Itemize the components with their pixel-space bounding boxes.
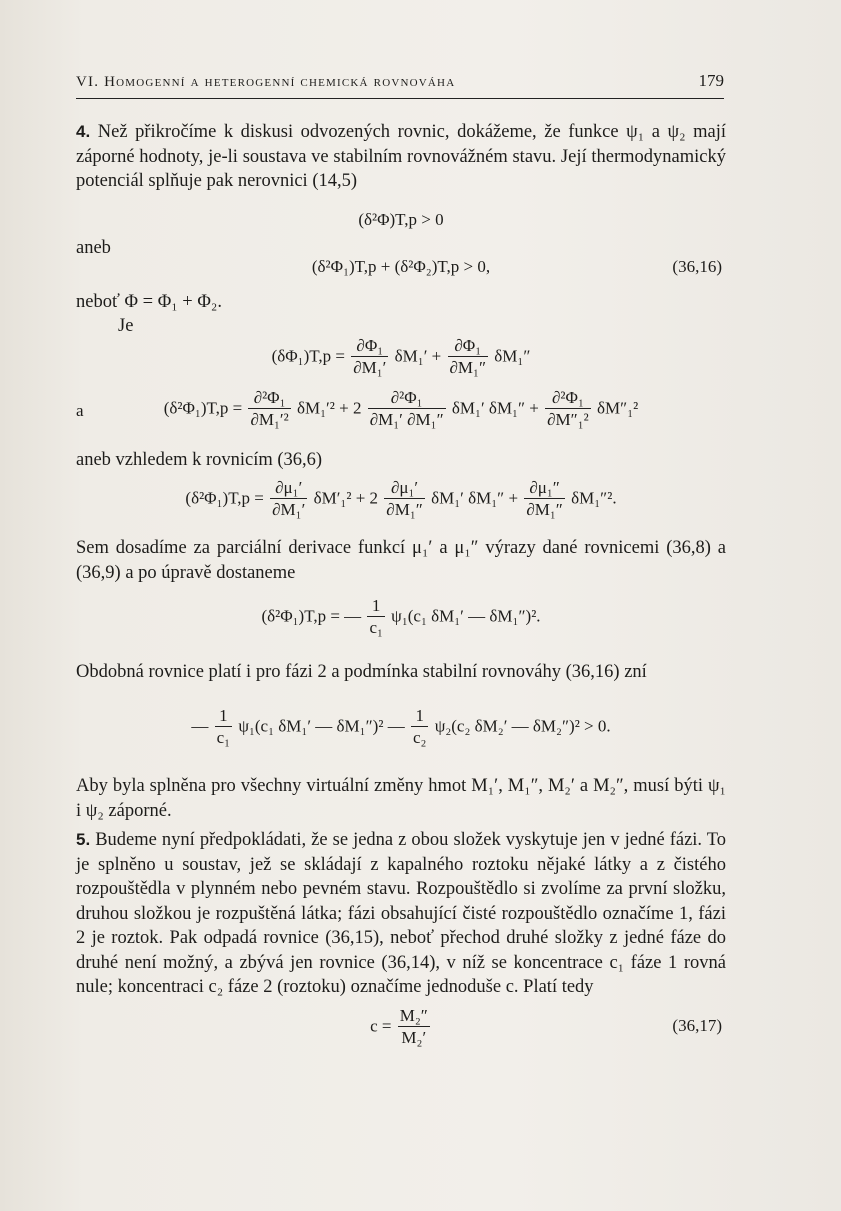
denominator: ∂M₁′ ∂M₁″ xyxy=(369,410,444,429)
equation-body: (δ²Φ₁)T,p + (δ²Φ₂)T,p > 0, xyxy=(311,257,491,276)
fraction xyxy=(448,336,489,379)
equation-stability-condition xyxy=(76,706,726,749)
eq-term: δM₁′ δM₁″ + xyxy=(431,488,519,508)
eq-term: ψ₂(c₂ δM₂′ — δM₂″)² > 0. xyxy=(434,716,611,736)
eq-term: δM₁′ + xyxy=(394,346,442,366)
nebot-line: neboť Φ = Φ₁ + Φ₂. xyxy=(76,292,222,312)
paragraph-text: Budeme nyní předpokládati, že se jedna z obou složek vyskytuje jen v jedné fázi. To je splněno u soustav, jež se skládají z kapalného roztoku nějaké látky a z čistého rozpouštědla v plynném nebo pevném stavu. Rozpouštědlo si zvolíme za první složku, druhou složkou je rozpuštěná látka; fázi obsahující čisté rozpouštědlo označíme 1, fázi 2 je roztok. Pak odpadá rovnice (36,15), neboť přechod druhé složky z jedné fáze do druhé není možný, a zbývá jen rovnice (36,14), v níž se koncentrace c₁ fáze 1 rovná nule; koncentraci c₂ fáze 2 (roztoku) označíme jednoduše c. Platí tedy xyxy=(76,830,727,997)
fraction xyxy=(411,706,428,749)
fraction xyxy=(545,388,591,431)
paragraph-negative: Aby byla splněna pro všechny virtuální změny hmot M₁′, M₁″, M₂′ a M₂″, musí býti ψ₁ i ψ₂ záporné. xyxy=(76,776,726,821)
numerator: 1 xyxy=(371,596,381,615)
equation-number: (36,17) xyxy=(672,1016,722,1035)
numerator: M₂″ xyxy=(399,1006,428,1025)
paragraph-text: Než přikročíme k diskusi odvozených rovnic, dokážeme, že funkce ψ₁ a ψ₂ mají záporné hodnoty, je-li soustava ve stabilním rovnovážném stavu. Její thermodynamický potenciál splňuje pak nerovnici (14,5) xyxy=(76,122,727,191)
denominator: ∂M₁″ xyxy=(449,358,487,377)
equation-36-16 xyxy=(76,257,726,277)
numerator: ∂Φ₁ xyxy=(454,336,482,355)
eq-lhs: (δΦ₁)T,p = xyxy=(271,346,345,366)
paragraph-phase2: Obdobná rovnice platí i pro fázi 2 a podmínka stabilní rovnováhy (36,16) zní xyxy=(76,662,647,682)
fraction xyxy=(368,388,446,431)
equation-psi1 xyxy=(76,596,726,639)
eq-term: δM₁″ xyxy=(494,346,531,366)
eq-term: δM″₁² xyxy=(597,398,639,418)
eq-term: δM₁′ δM₁″ + xyxy=(451,398,539,418)
fraction xyxy=(215,706,232,749)
numerator: ∂²Φ₁ xyxy=(253,388,286,407)
je-label: Je xyxy=(118,316,134,336)
numerator: ∂μ₁″ xyxy=(529,478,560,497)
aneb-label: aneb xyxy=(76,238,111,258)
chapter-title: VI. Homogenní a heterogenní chemická rovnováha xyxy=(76,74,456,90)
numerator: ∂μ₁′ xyxy=(390,478,419,497)
fraction xyxy=(351,336,388,379)
eq-lhs: (δ²Φ₁)T,p = xyxy=(185,488,264,508)
equation-36-17 xyxy=(76,1006,726,1049)
eq-term: δM₁′² + 2 xyxy=(297,398,362,418)
denominator: c₁ xyxy=(369,618,383,637)
paragraph-5 xyxy=(76,828,726,1000)
eq-term: δM₁″². xyxy=(571,488,617,508)
denominator: ∂M₁′² xyxy=(250,410,289,429)
eq-term: δM′₁² + 2 xyxy=(313,488,379,508)
numerator: 1 xyxy=(219,706,228,725)
fraction xyxy=(384,478,425,521)
section-number: 5. xyxy=(76,830,91,849)
eq-rhs: ψ₁(c₁ δM₁′ — δM₁″)². xyxy=(391,606,541,626)
numerator: 1 xyxy=(415,706,424,725)
fraction xyxy=(398,1006,430,1049)
equation-second-variation xyxy=(76,388,726,431)
conjunction-a: a xyxy=(76,401,84,420)
eq-prefix: — xyxy=(191,716,209,736)
aneb-vzhledem-line: aneb vzhledem k rovnicím (36,6) xyxy=(76,450,323,470)
fraction xyxy=(270,478,307,521)
equation-number: (36,16) xyxy=(672,257,722,276)
denominator: ∂M₁″ xyxy=(526,500,563,519)
denominator: ∂M₁′ xyxy=(353,358,387,377)
denominator: ∂M₁″ xyxy=(386,500,423,519)
section-number: 4. xyxy=(76,122,91,141)
eq-lhs: (δ²Φ₁)T,p = — xyxy=(261,606,362,626)
equation-stability: (δ²Φ)T,p > 0 xyxy=(358,210,444,229)
page-number: 179 xyxy=(698,71,724,90)
denominator: ∂M₁′ xyxy=(272,500,306,519)
numerator: ∂μ₁′ xyxy=(275,478,303,497)
denominator: c₂ xyxy=(412,728,427,747)
fraction xyxy=(248,388,290,431)
eq-term: ψ₁(c₁ δM₁′ — δM₁″)² — xyxy=(238,716,405,736)
numerator: ∂Φ₁ xyxy=(356,336,384,355)
running-header xyxy=(76,70,724,99)
paragraph-substitute: Sem dosadíme za parciální derivace funkcí μ₁′ a μ₁″ výrazy dané rovnicemi (36,8) a (36,9) a po úpravě dostaneme xyxy=(76,538,726,583)
denominator: M₂′ xyxy=(398,1026,430,1049)
fraction xyxy=(524,478,565,521)
eq-lhs: c = xyxy=(370,1016,392,1036)
equation-first-variation xyxy=(76,336,726,379)
paragraph-4 xyxy=(76,120,726,194)
numerator: ∂²Φ₁ xyxy=(390,388,423,407)
denominator: ∂M″₁² xyxy=(547,410,589,429)
eq-lhs: (δ²Φ₁)T,p = xyxy=(163,398,243,418)
numerator: ∂²Φ₁ xyxy=(552,388,584,407)
denominator: c₁ xyxy=(216,728,231,747)
equation-chemical-potential xyxy=(76,478,726,521)
fraction xyxy=(367,596,384,639)
